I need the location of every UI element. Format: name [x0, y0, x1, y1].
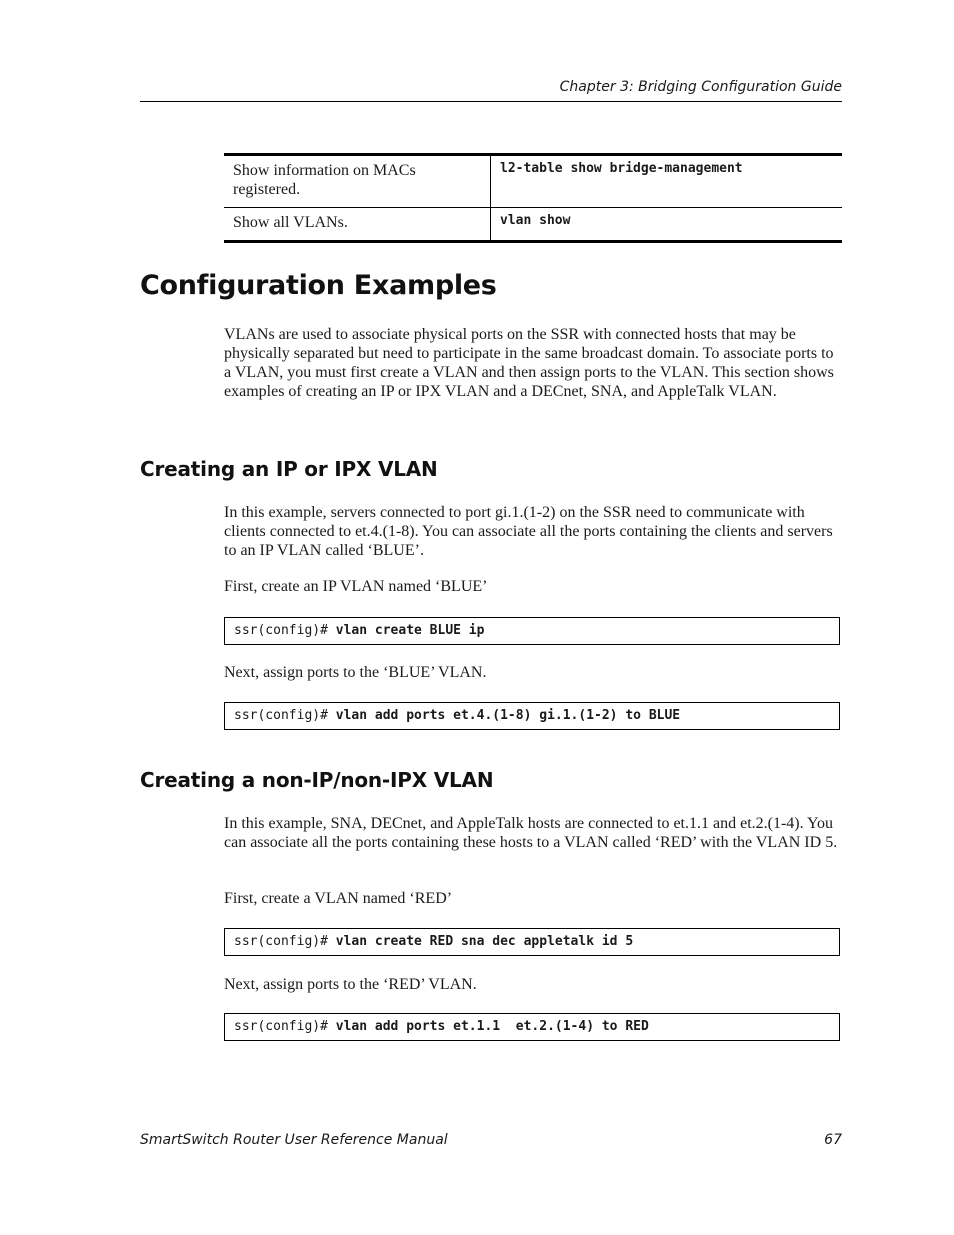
code-block-add-ports-blue	[224, 702, 840, 730]
ip-vlan-step1-text: First, create an IP VLAN named ‘BLUE’	[224, 578, 488, 595]
code-command: vlan add ports et.1.1 et.2.(1-4) to RED	[335, 1019, 649, 1034]
code-prompt: ssr(config)#	[234, 708, 336, 723]
table-cell-description: Show information on MACs registered.	[233, 162, 416, 198]
code-block-add-ports-red	[224, 1013, 840, 1041]
footer-manual-title: SmartSwitch Router User Reference Manual	[140, 1132, 448, 1148]
code-block-create-blue	[224, 617, 840, 645]
table-cell-description: Show all VLANs.	[224, 208, 491, 242]
footer-page-number: 67	[824, 1132, 842, 1148]
section-heading: Configuration Examples	[140, 270, 497, 301]
code-command: vlan create RED sna dec appletalk id 5	[335, 934, 634, 949]
table-row	[224, 155, 842, 208]
code-command: vlan add ports et.4.(1-8) gi.1.(1-2) to BLUE	[335, 708, 681, 723]
running-header: Chapter 3: Bridging Configuration Guide	[559, 79, 842, 95]
ip-vlan-intro-paragraph: In this example, servers connected to port gi.1.(1-2) on the SSR need to communicate with clients connected to et.4.(1-8). You can associate all the ports containing the clients and servers to an IP VLAN called ‘BLUE’.	[224, 504, 833, 559]
non-ip-vlan-step1-text: First, create a VLAN named ‘RED’	[224, 890, 453, 907]
command-reference-table	[224, 153, 842, 243]
table-row	[224, 208, 842, 242]
code-command: vlan create BLUE ip	[335, 623, 485, 638]
header-rule	[140, 101, 842, 102]
section-intro-paragraph: VLANs are used to associate physical ports on the SSR with connected hosts that may be physically separated but need to participate in the same broadcast domain. To associate ports to a VLAN, you must first create a VLAN and then assign ports to the VLAN. This section shows examples of creating an IP or IPX VLAN and a DECnet, SNA, and AppleTalk VLAN.	[224, 326, 834, 400]
subsection-heading-ip-vlan: Creating an IP or IPX VLAN	[140, 457, 438, 481]
non-ip-vlan-intro-paragraph: In this example, SNA, DECnet, and AppleTalk hosts are connected to et.1.1 and et.2.(1-4). You can associate all the ports containing these hosts to a VLAN called ‘RED’ with the VLAN ID 5.	[224, 815, 838, 851]
ip-vlan-step2-text: Next, assign ports to the ‘BLUE’ VLAN.	[224, 664, 487, 681]
code-prompt: ssr(config)#	[234, 623, 336, 638]
code-prompt: ssr(config)#	[234, 1019, 336, 1034]
code-prompt: ssr(config)#	[234, 934, 336, 949]
table-cell-command: vlan show	[491, 208, 843, 242]
table-cell-command: l2-table show bridge-management	[491, 155, 843, 208]
non-ip-vlan-step2-text: Next, assign ports to the ‘RED’ VLAN.	[224, 976, 477, 993]
code-block-create-red	[224, 928, 840, 956]
subsection-heading-non-ip-vlan: Creating a non-IP/non-IPX VLAN	[140, 768, 494, 792]
